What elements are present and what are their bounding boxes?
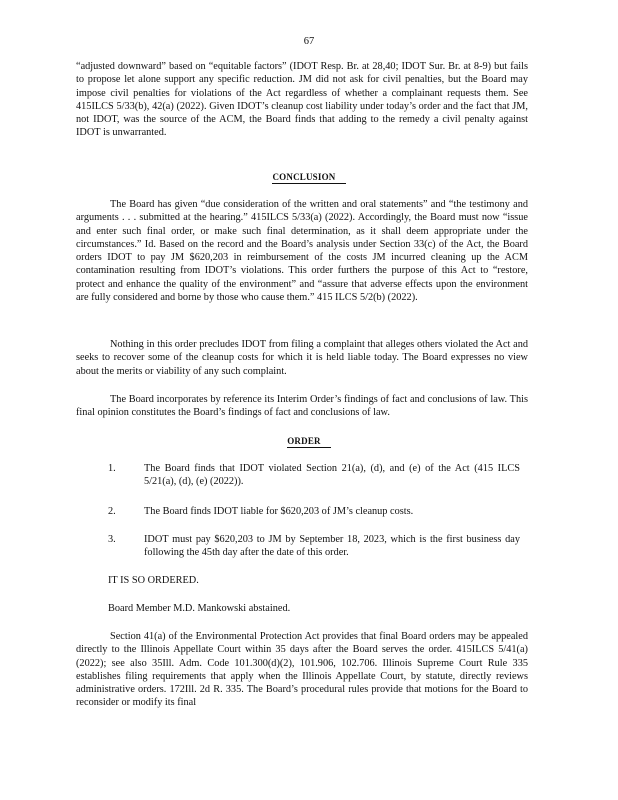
order-item-number: 1.	[108, 463, 116, 474]
abstained-note: Board Member M.D. Mankowski abstained.	[108, 603, 291, 614]
order-heading	[0, 436, 618, 446]
order-item-text: The Board finds IDOT liable for $620,203 of JM’s cleanup costs.	[144, 506, 414, 517]
conclusion-paragraph: Nothing in this order precludes IDOT from filing a complaint that alleges others violated the Act and seeks to recover some of the cleanup costs for which it is held liable today. The Board expresses no view about the merits or viability of any such complaint.	[76, 339, 528, 377]
conclusion-paragraph: The Board incorporates by reference its Interim Order’s findings of fact and conclusions of law. This final opinion constitutes the Board’s findings of fact and conclusions of law.	[76, 394, 528, 419]
order-heading-text: ORDER	[287, 436, 331, 448]
order-item-text: The Board finds that IDOT violated Section 21(a), (d), and (e) of the Act (415 ILCS 5/21(a), (d), (e) (2022)).	[144, 463, 520, 488]
intro-paragraph: “adjusted downward” based on “equitable factors” (IDOT Resp. Br. at 28,40; IDOT Sur. Br. at 8-9) but fails to propose let alone support any specific reduction. JM did not ask for civil penalties, but the Board may impose civil penalties for violations of the Act regardless of whether a complainant requests them. See 415ILCS 5/33(b), 42(a) (2022). Given IDOT’s cleanup cost liability under today’s order and the fact that JM, not IDOT, was the source of the ACM, the Board finds that adding to the remedy a civil penalty against IDOT is unwarranted.	[76, 61, 528, 139]
conclusion-heading-text: CONCLUSION	[272, 172, 345, 184]
order-item-text: IDOT must pay $620,203 to JM by September 18, 2023, which is the first business day following the 45th day after the date of this order.	[144, 534, 520, 559]
so-ordered: IT IS SO ORDERED.	[108, 575, 199, 586]
order-item-number: 2.	[108, 506, 116, 517]
order-item-number: 3.	[108, 534, 116, 545]
conclusion-paragraph: The Board has given “due consideration of the written and oral statements” and “the testimony and arguments . . . submitted at the hearing.” 415ILCS 5/33(a) (2022). Accordingly, the Board must now “issue and enter such final order, or make such final determination, as it shall deem appropriate under the circumstances.” Id. Based on the record and the Board’s analysis under Section 33(c) of the Act, the Board orders IDOT to pay JM $620,203 in reimbursement of the costs JM incurred cleaning up the ACM contamination resulting from IDOT’s violations. This order furthers the purpose of this Act to “restore, protect and enhance the quality of the environment” and “assure that adverse effects upon the environment are fully considered and borne by those who cause them.” 415 ILCS 5/2(b) (2022).	[76, 199, 528, 304]
appeal-paragraph: Section 41(a) of the Environmental Protection Act provides that final Board orders may be appealed directly to the Illinois Appellate Court within 35 days after the Board serves the order. 415ILCS 5/41(a) (2022); see also 35Ill. Adm. Code 101.300(d)(2), 101.906, 102.706. Illinois Supreme Court Rule 335 establishes filing requirements that apply when the Illinois Appellate Court, by statute, directly reviews administrative orders. 172Ill. 2d R. 335. The Board’s procedural rules provide that motions for the Board to reconsider or modify its final	[76, 631, 528, 709]
page-number: 67	[303, 36, 315, 47]
conclusion-heading	[0, 172, 618, 182]
